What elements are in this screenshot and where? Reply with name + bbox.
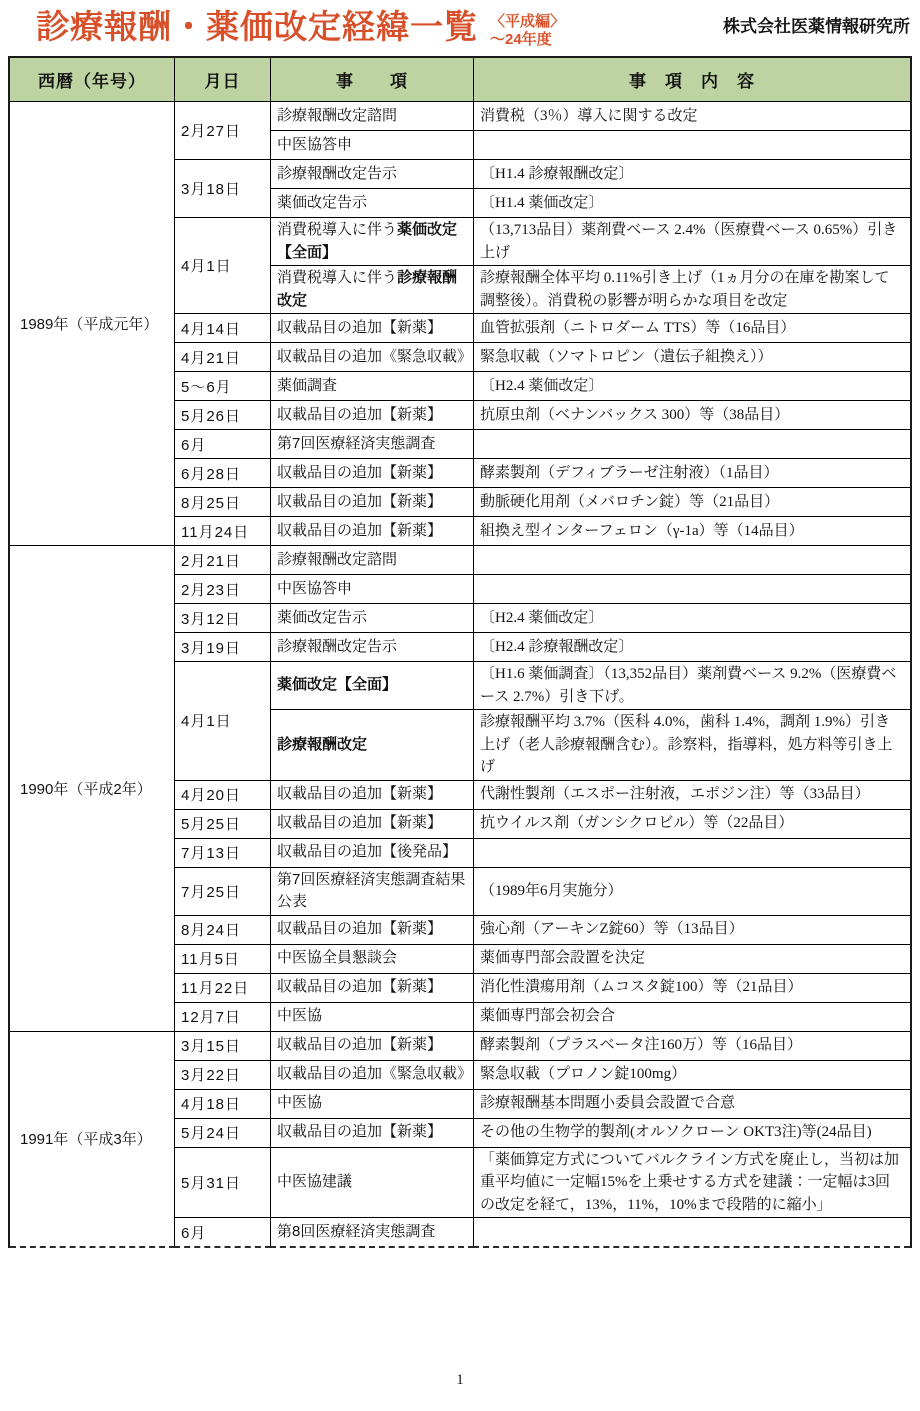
item-text: 薬価改定告示 [277,193,368,211]
content-cell: 組換え型インターフェロン（γ-1a）等（14品目） [474,517,912,546]
date-cell: 8月24日 [175,915,271,944]
content-cell: 薬価専門部会初会合 [474,1002,912,1031]
col-header-year: 西暦（年号） [9,57,175,102]
date-cell: 6月 [175,1218,271,1248]
item-text: 消費税導入に伴う [277,269,398,286]
item-text-bold: 薬価改定【全面】 [277,221,458,261]
date-cell: 6月28日 [175,459,271,488]
item-cell [271,314,474,343]
item-cell [271,218,474,266]
content-cell: 〔H2.4 薬価改定〕 [474,604,912,633]
item-cell [271,546,474,575]
item-text: 中医協答申 [277,579,353,597]
item-text: 消費税導入に伴う [277,221,398,238]
date-cell: 2月23日 [175,575,271,604]
page-number: 1 [456,1372,464,1388]
item-text: 診療報酬改定諮問 [277,550,398,568]
content-cell: 抗原虫剤（ベナンバックス 300）等（38品目） [474,401,912,430]
table-header-row [9,57,911,102]
item-cell [271,633,474,662]
content-cell: 〔H1.4 診療報酬改定〕 [474,160,912,189]
item-text: 中医協 [277,1007,323,1025]
col-header-item: 事 項 [271,57,474,102]
date-cell: 3月12日 [175,604,271,633]
content-cell: 〔H2.4 薬価改定〕 [474,372,912,401]
date-cell: 4月1日 [175,662,271,781]
item-text: 中医協全員懇談会 [277,949,398,967]
date-cell: 4月20日 [175,780,271,809]
item-text: 収載品目の追加《緊急収載》 [277,347,473,365]
page-title: 診療報酬・薬価改定経緯一覧 [36,8,478,45]
date-cell: 5月24日 [175,1118,271,1147]
content-cell: 診療報酬平均 3.7%（医科 4.0%，歯科 1.4%，調剤 1.9%）引き上げ（老人診療報酬含む）。診察料，指導料，処方料等引き上げ [474,710,912,781]
content-cell: 緊急収載（ソマトロピン（遺伝子組換え）） [474,343,912,372]
item-cell [271,944,474,973]
item-cell [271,662,474,710]
content-cell: 緊急収載（プロノン錠100mg） [474,1060,912,1089]
item-cell [271,266,474,314]
date-cell: 5月25日 [175,809,271,838]
item-text: 第7回医療経済実態調査 [277,434,436,452]
content-cell: 消化性潰瘍用剤（ムコスタ錠100）等（21品目） [474,973,912,1002]
content-cell: 〔H1.6 薬価調査〕（13,352品目）薬剤費ベース 9.2%（医療費ベース 2.7%）引き下げ。 [474,662,912,710]
item-cell [271,102,474,131]
date-cell: 6月 [175,430,271,459]
item-text: 収載品目の追加【新薬】 [277,318,443,336]
item-cell [271,1002,474,1031]
item-cell [271,1118,474,1147]
item-text: 診療報酬改定諮問 [277,106,398,124]
item-text-bold: 診療報酬改定 [277,735,368,753]
item-cell [271,160,474,189]
item-cell [271,488,474,517]
content-cell [474,131,912,160]
item-cell [271,575,474,604]
date-cell: 11月5日 [175,944,271,973]
table-row [9,546,911,575]
item-cell [271,131,474,160]
content-cell: 血管拡張剤（ニトロダーム TTS）等（16品目） [474,314,912,343]
item-cell [271,1218,474,1248]
content-cell: （1989年6月実施分） [474,867,912,915]
content-cell [474,575,912,604]
item-text: 収載品目の追加【新薬】 [277,814,443,832]
item-cell [271,1031,474,1060]
date-cell: 4月1日 [175,218,271,314]
item-cell [271,604,474,633]
date-cell: 4月18日 [175,1089,271,1118]
page-subtitle [490,13,565,49]
content-cell: 動脈硬化用剤（メバロチン錠）等（21品目） [474,488,912,517]
content-cell [474,430,912,459]
date-cell: 3月15日 [175,1031,271,1060]
item-text: 収載品目の追加【新薬】 [277,521,443,539]
content-cell: 〔H2.4 診療報酬改定〕 [474,633,912,662]
item-text: 薬価改定告示 [277,608,368,626]
content-cell: 消費税（3％）導入に関する改定 [474,102,912,131]
page-header [0,0,920,54]
date-cell: 2月21日 [175,546,271,575]
item-text: 診療報酬改定告示 [277,164,398,182]
item-cell [271,780,474,809]
subtitle-line-1: 〈平成編〉 [490,13,566,30]
item-cell [271,459,474,488]
item-cell [271,430,474,459]
date-cell: 3月19日 [175,633,271,662]
item-text-bold: 診療報酬改定 [277,269,458,309]
content-cell: 酵素製剤（デフィブラーゼ注射液）（1品目） [474,459,912,488]
date-cell: 7月25日 [175,867,271,915]
item-cell [271,1147,474,1218]
item-cell [271,838,474,867]
item-cell [271,517,474,546]
revision-history-table [8,56,912,1248]
date-cell: 3月22日 [175,1060,271,1089]
content-cell [474,838,912,867]
date-cell: 5～6月 [175,372,271,401]
table-row [9,1031,911,1060]
company-name: 株式会社医薬情報研究所 [723,17,910,36]
date-cell: 3月18日 [175,160,271,218]
year-cell: 1990年（平成2年） [9,546,175,1032]
item-text: 中医協建議 [277,1173,353,1190]
item-text: 第7回医療経済実態調査結果公表 [277,870,466,910]
item-cell [271,401,474,430]
item-text: 診療報酬改定告示 [277,637,398,655]
date-cell: 5月31日 [175,1147,271,1218]
item-cell [271,710,474,781]
item-text: 収載品目の追加【新薬】 [277,1123,443,1141]
item-text: 中医協答申 [277,135,353,153]
item-text: 収載品目の追加【新薬】 [277,492,443,510]
item-text: 中医協 [277,1094,323,1112]
item-cell [271,915,474,944]
date-cell: 8月25日 [175,488,271,517]
item-cell [271,1060,474,1089]
content-cell: 薬価専門部会設置を決定 [474,944,912,973]
item-text: 第8回医療経済実態調査 [277,1222,436,1240]
item-text-bold: 薬価改定【全面】 [277,676,398,694]
item-cell [271,343,474,372]
item-text: 収載品目の追加【新薬】 [277,978,443,996]
item-text: 薬価調査 [277,376,338,394]
content-cell: その他の生物学的製剤(オルソクローン OKT3注)等(24品目) [474,1118,912,1147]
date-cell: 5月26日 [175,401,271,430]
item-text: 収載品目の追加【後発品】 [277,843,458,861]
date-cell: 2月27日 [175,102,271,160]
year-cell: 1991年（平成3年） [9,1031,175,1247]
item-text: 収載品目の追加《緊急収載》 [277,1065,473,1083]
content-cell [474,1218,912,1248]
item-cell [271,189,474,218]
date-cell: 11月24日 [175,517,271,546]
date-cell: 4月14日 [175,314,271,343]
content-cell: 酵素製剤（プラスベータ注160万）等（16品目） [474,1031,912,1060]
content-cell: 抗ウイルス剤（ガンシクロビル）等（22品目） [474,809,912,838]
item-cell [271,973,474,1002]
content-cell: 診療報酬全体平均 0.11%引き上げ（1ヵ月分の在庫を勘案して調整後）。消費税の影響が明らかな項目を改定 [474,266,912,314]
content-cell: 「薬価算定方式についてバルクライン方式を廃止し，当初は加重平均値に一定幅15%を上乗せする方式を建議：一定幅は3回の改定を経て，13%，11%，10%まで段階的に縮小」 [474,1147,912,1218]
subtitle-line-2: ～24年度 [490,31,552,48]
item-text: 収載品目の追加【新薬】 [277,785,443,803]
year-cell: 1989年（平成元年） [9,102,175,546]
date-cell: 7月13日 [175,838,271,867]
content-cell: （13,713品目）薬剤費ベース 2.4%（医療費ベース 0.65%）引き上げ [474,218,912,266]
item-text: 収載品目の追加【新薬】 [277,1036,443,1054]
item-cell [271,867,474,915]
item-cell [271,809,474,838]
content-cell: 代謝性製剤（エスポー注射液，エポジン注）等（33品目） [474,780,912,809]
item-text: 収載品目の追加【新薬】 [277,463,443,481]
item-cell [271,372,474,401]
date-cell: 4月21日 [175,343,271,372]
content-cell: 強心剤（アーキンZ錠60）等（13品目） [474,915,912,944]
item-text: 収載品目の追加【新薬】 [277,405,443,423]
col-header-content: 事 項 内 容 [474,57,912,102]
content-cell: 診療報酬基本問題小委員会設置で合意 [474,1089,912,1118]
item-cell [271,1089,474,1118]
content-cell [474,546,912,575]
col-header-date: 月日 [175,57,271,102]
table-row [9,102,911,131]
date-cell: 12月7日 [175,1002,271,1031]
content-cell: 〔H1.4 薬価改定〕 [474,189,912,218]
date-cell: 11月22日 [175,973,271,1002]
item-text: 収載品目の追加【新薬】 [277,920,443,938]
